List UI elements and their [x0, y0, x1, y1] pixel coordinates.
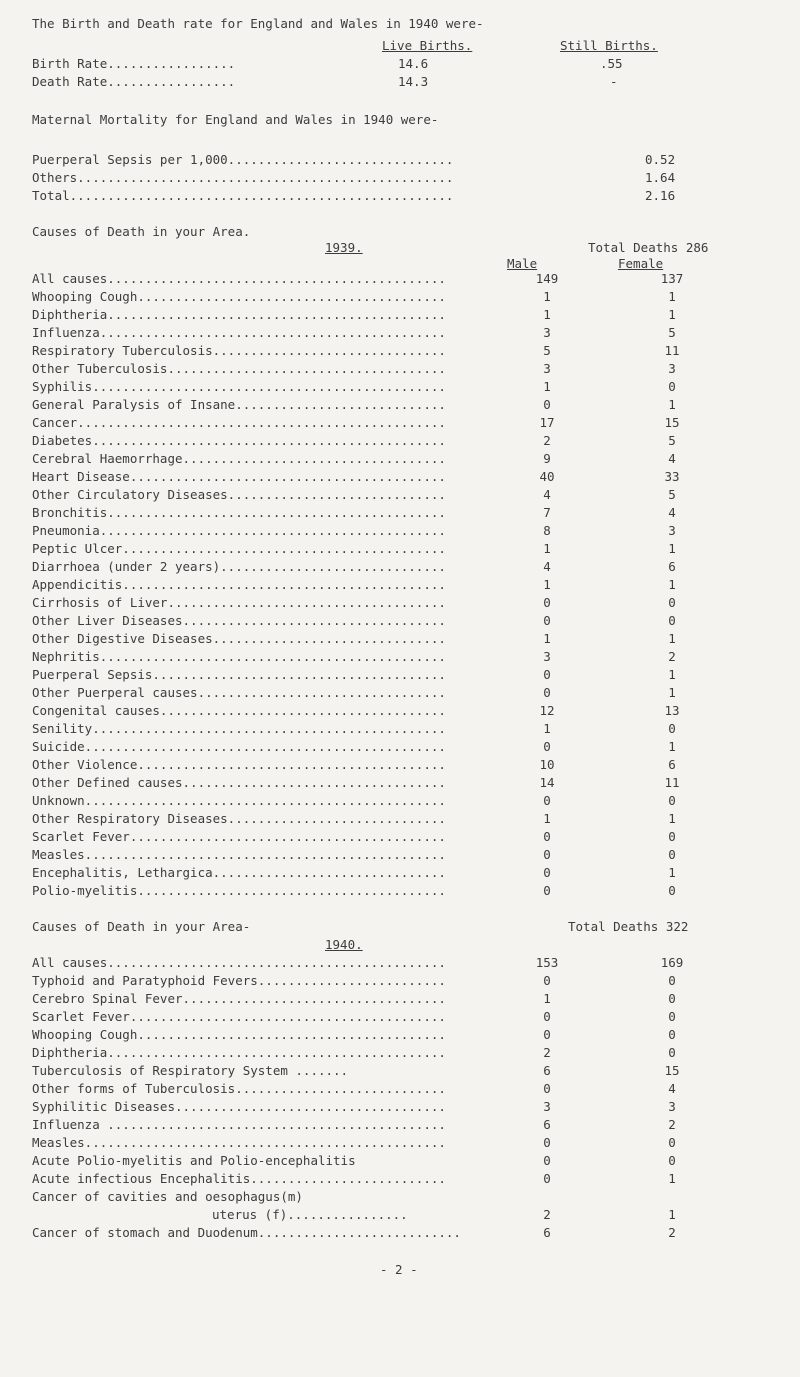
row-male: 0 — [543, 973, 551, 988]
table-row — [32, 631, 732, 647]
row-label: Cancer of stomach and Duodenum........................... — [32, 1225, 461, 1240]
row-female: 1 — [668, 1207, 676, 1222]
row-female: 0 — [668, 1045, 676, 1060]
table-row — [32, 397, 732, 413]
row-female: 1 — [668, 289, 676, 304]
row-female: 0 — [668, 1153, 676, 1168]
row-label: Respiratory Tuberculosis............................... — [32, 343, 446, 358]
row-female: 13 — [664, 703, 680, 718]
row-label: Unknown................................................ — [32, 793, 446, 808]
row-male: 3 — [543, 1099, 551, 1114]
table-row — [32, 379, 732, 395]
row-male: 0 — [543, 1171, 551, 1186]
causes-1939-total: Total Deaths 286 — [588, 240, 709, 255]
row-label: Cerebral Haemorrhage................................... — [32, 451, 446, 466]
row-female: 169 — [660, 955, 684, 970]
row-female: 1 — [668, 1171, 676, 1186]
row-male: 4 — [543, 559, 551, 574]
birth-rate-label: Birth Rate................. — [32, 56, 236, 71]
table-row — [32, 1045, 732, 1061]
row-male: 14 — [539, 775, 555, 790]
row-male: 2 — [543, 1045, 551, 1060]
row-male: 3 — [543, 361, 551, 376]
table-row — [32, 487, 732, 503]
table-row — [32, 811, 732, 827]
row-label: Other Puerperal causes................................. — [32, 685, 446, 700]
table-row — [32, 757, 732, 773]
row-label: Encephalitis, Lethargica............................... — [32, 865, 446, 880]
female-header: Female — [618, 256, 664, 271]
table-row — [32, 1225, 732, 1241]
table-row — [32, 289, 732, 305]
row-male: 0 — [543, 1027, 551, 1042]
row-label: Scarlet Fever.......................................... — [32, 829, 446, 844]
row-female: 0 — [668, 1009, 676, 1024]
row-label: Bronchitis............................................. — [32, 505, 446, 520]
male-header: Male — [507, 256, 538, 271]
death-rate-still: - — [610, 74, 618, 89]
row-label: Other Respiratory Diseases............................. — [32, 811, 446, 826]
row-male: 10 — [539, 757, 555, 772]
row-label: Other Defined causes................................... — [32, 775, 446, 790]
table-row — [32, 847, 732, 863]
row-male: 0 — [543, 1135, 551, 1150]
maternal-heading: Maternal Mortality for England and Wales in 1940 were- — [32, 112, 439, 127]
row-male: 0 — [543, 667, 551, 682]
row-label: Polio-myelitis......................................... — [32, 883, 446, 898]
row-female: 5 — [668, 325, 676, 340]
causes-1940-year: 1940. — [325, 937, 363, 952]
row-male: 3 — [543, 325, 551, 340]
row-male: 2 — [543, 433, 551, 448]
row-male: 0 — [543, 1009, 551, 1024]
row-female: 11 — [664, 775, 680, 790]
row-label: General Paralysis of Insane............................ — [32, 397, 446, 412]
row-male: 0 — [543, 1153, 551, 1168]
table-row — [32, 1117, 732, 1133]
row-male: 1 — [543, 631, 551, 646]
row-female: 3 — [668, 361, 676, 376]
table-row — [32, 1135, 732, 1151]
table-row — [32, 883, 732, 899]
row-female: 0 — [668, 1135, 676, 1150]
row-label: Tuberculosis of Respiratory System ....... — [32, 1063, 349, 1078]
row-female: 0 — [668, 721, 676, 736]
still-births-header: Still Births. — [560, 38, 658, 53]
row-male: 1 — [543, 379, 551, 394]
row-male: 1 — [543, 289, 551, 304]
row-label: Cerebro Spinal Fever................................... — [32, 991, 446, 1006]
row-female: 1 — [668, 685, 676, 700]
row-female: 5 — [668, 433, 676, 448]
table-row — [32, 721, 732, 737]
row-label: Peptic Ulcer........................................... — [32, 541, 446, 556]
row-female: 0 — [668, 991, 676, 1006]
row-female: 1 — [668, 397, 676, 412]
row-female: 1 — [668, 667, 676, 682]
birth-rate-still: .55 — [600, 56, 623, 71]
row-label: Cancer................................................. — [32, 415, 446, 430]
row-label: Senility............................................... — [32, 721, 446, 736]
row-label: Appendicitis........................................... — [32, 577, 446, 592]
causes-1939-year: 1939. — [325, 240, 363, 255]
row-female: 0 — [668, 1027, 676, 1042]
row-female: 6 — [668, 559, 676, 574]
birth-rate-live: 14.6 — [398, 56, 429, 71]
row-female: 11 — [664, 343, 680, 358]
row-male: 12 — [539, 703, 555, 718]
table-row — [32, 775, 732, 791]
row-male: 153 — [535, 955, 559, 970]
table-row — [32, 991, 732, 1007]
row-female: 6 — [668, 757, 676, 772]
table-row — [32, 271, 732, 287]
table-row — [32, 325, 732, 341]
row-female: 33 — [664, 469, 680, 484]
row-label: Acute Polio-myelitis and Polio-encephalitis — [32, 1153, 356, 1168]
row-female: 1 — [668, 811, 676, 826]
row-female: 0 — [668, 595, 676, 610]
table-row — [32, 739, 732, 755]
table-row — [32, 703, 732, 719]
row-male: 1 — [543, 307, 551, 322]
row-label: Nephritis.............................................. — [32, 649, 446, 664]
table-row — [32, 541, 732, 557]
table-row — [32, 433, 732, 449]
table-row — [32, 343, 732, 359]
row-male: 0 — [543, 595, 551, 610]
death-rate-label: Death Rate................. — [32, 74, 236, 89]
maternal-others-value: 1.64 — [645, 170, 676, 185]
row-female: 5 — [668, 487, 676, 502]
row-female: 4 — [668, 451, 676, 466]
row-female: 0 — [668, 973, 676, 988]
live-births-header: Live Births. — [382, 38, 473, 53]
row-label: Acute infectious Encephalitis.......................... — [32, 1171, 446, 1186]
row-female: 2 — [668, 649, 676, 664]
row-male: 149 — [535, 271, 559, 286]
table-row — [32, 307, 732, 323]
table-row — [32, 649, 732, 665]
row-male: 6 — [543, 1117, 551, 1132]
row-female: 4 — [668, 505, 676, 520]
row-male: 0 — [543, 883, 551, 898]
row-female: 137 — [660, 271, 684, 286]
row-female: 0 — [668, 829, 676, 844]
row-male: 1 — [543, 721, 551, 736]
table-row — [32, 577, 732, 593]
row-label: Other Digestive Diseases............................... — [32, 631, 446, 646]
row-male: 8 — [543, 523, 551, 538]
row-label: Puerperal Sepsis....................................... — [32, 667, 446, 682]
table-row — [32, 523, 732, 539]
row-label: Other Tuberculosis..................................... — [32, 361, 446, 376]
row-female: 1 — [668, 307, 676, 322]
row-male: 7 — [543, 505, 551, 520]
causes-1940-heading: Causes of Death in your Area- — [32, 919, 251, 934]
row-label: Influenza.............................................. — [32, 325, 446, 340]
row-label: Scarlet Fever.......................................... — [32, 1009, 446, 1024]
row-label: Diarrhoea (under 2 years).............................. — [32, 559, 446, 574]
maternal-total-label: Total................................................... — [32, 188, 454, 203]
row-label: Typhoid and Paratyphoid Fevers......................... — [32, 973, 446, 988]
row-male: 0 — [543, 397, 551, 412]
row-male: 0 — [543, 613, 551, 628]
table-row — [32, 1081, 732, 1097]
birth-death-heading: The Birth and Death rate for England and Wales in 1940 were- — [32, 16, 484, 31]
table-row — [32, 685, 732, 701]
puerperal-sepsis-label: Puerperal Sepsis per 1,000.............................. — [32, 152, 454, 167]
table-row — [32, 1207, 732, 1223]
table-row — [32, 595, 732, 611]
row-male: 0 — [543, 829, 551, 844]
row-male: 0 — [543, 865, 551, 880]
causes-1939-heading: Causes of Death in your Area. — [32, 224, 251, 239]
row-label: All causes............................................. — [32, 955, 446, 970]
table-row — [32, 1009, 732, 1025]
row-female: 1 — [668, 865, 676, 880]
row-female: 2 — [668, 1117, 676, 1132]
row-female: 0 — [668, 793, 676, 808]
row-male: 1 — [543, 577, 551, 592]
row-label: uterus (f)................ — [212, 1207, 408, 1222]
row-male: 3 — [543, 649, 551, 664]
row-male: 1 — [543, 811, 551, 826]
row-female: 1 — [668, 577, 676, 592]
row-female: 3 — [668, 523, 676, 538]
table-row — [32, 613, 732, 629]
row-label: Other Violence......................................... — [32, 757, 446, 772]
table-row — [32, 1171, 732, 1187]
row-label: Other forms of Tuberculosis............................ — [32, 1081, 446, 1096]
table-row — [32, 793, 732, 809]
table-row — [32, 829, 732, 845]
table-row — [32, 469, 732, 485]
row-female: 4 — [668, 1081, 676, 1096]
row-label: Whooping Cough......................................... — [32, 289, 446, 304]
table-row — [32, 667, 732, 683]
row-male: 17 — [539, 415, 555, 430]
table-row — [32, 865, 732, 881]
death-rate-live: 14.3 — [398, 74, 429, 89]
table-row — [32, 1063, 732, 1079]
table-row — [32, 451, 732, 467]
row-female: 1 — [668, 739, 676, 754]
row-label: Diphtheria............................................. — [32, 1045, 446, 1060]
table-row — [32, 415, 732, 431]
row-female: 3 — [668, 1099, 676, 1114]
row-female: 15 — [664, 1063, 680, 1078]
row-label: Suicide................................................ — [32, 739, 446, 754]
row-female: 15 — [664, 415, 680, 430]
page-number: - 2 - — [380, 1262, 418, 1277]
row-male: 2 — [543, 1207, 551, 1222]
row-male: 9 — [543, 451, 551, 466]
row-male: 6 — [543, 1063, 551, 1078]
row-female: 2 — [668, 1225, 676, 1240]
row-label: Whooping Cough......................................... — [32, 1027, 446, 1042]
row-male: 1 — [543, 991, 551, 1006]
row-female: 0 — [668, 379, 676, 394]
table-row — [32, 559, 732, 575]
row-label: Syphilis............................................... — [32, 379, 446, 394]
row-male: 0 — [543, 1081, 551, 1096]
row-label: Heart Disease.......................................... — [32, 469, 446, 484]
row-label: Diphtheria............................................. — [32, 307, 446, 322]
row-female: 0 — [668, 613, 676, 628]
row-male: 5 — [543, 343, 551, 358]
row-male: 6 — [543, 1225, 551, 1240]
table-row — [32, 1099, 732, 1115]
row-label: Pneumonia.............................................. — [32, 523, 446, 538]
row-label: Cirrhosis of Liver..................................... — [32, 595, 446, 610]
row-female: 1 — [668, 541, 676, 556]
table-row — [32, 1027, 732, 1043]
maternal-total-value: 2.16 — [645, 188, 676, 203]
row-label: Syphilitic Diseases.................................... — [32, 1099, 446, 1114]
row-female: 0 — [668, 847, 676, 862]
row-label: Other Circulatory Diseases............................. — [32, 487, 446, 502]
row-male: 40 — [539, 469, 555, 484]
row-label: Measles................................................ — [32, 1135, 446, 1150]
table-row — [32, 955, 732, 971]
row-female: 1 — [668, 631, 676, 646]
row-male: 0 — [543, 739, 551, 754]
row-male: 0 — [543, 685, 551, 700]
row-label: All causes............................................. — [32, 271, 446, 286]
table-row — [32, 361, 732, 377]
cancer-cavities-label-line1: Cancer of cavities and oesophagus(m) — [32, 1189, 303, 1204]
row-male: 1 — [543, 541, 551, 556]
table-row — [32, 973, 732, 989]
table-row — [32, 1153, 732, 1169]
row-male: 0 — [543, 847, 551, 862]
row-label: Congenital causes...................................... — [32, 703, 446, 718]
row-label: Diabetes............................................... — [32, 433, 446, 448]
table-row — [32, 505, 732, 521]
maternal-others-label: Others.................................................. — [32, 170, 454, 185]
row-label: Influenza ............................................. — [32, 1117, 446, 1132]
puerperal-sepsis-value: 0.52 — [645, 152, 676, 167]
row-label: Other Liver Diseases................................... — [32, 613, 446, 628]
row-label: Measles................................................ — [32, 847, 446, 862]
row-male: 4 — [543, 487, 551, 502]
row-female: 0 — [668, 883, 676, 898]
causes-1940-total: Total Deaths 322 — [568, 919, 689, 934]
row-male: 0 — [543, 793, 551, 808]
